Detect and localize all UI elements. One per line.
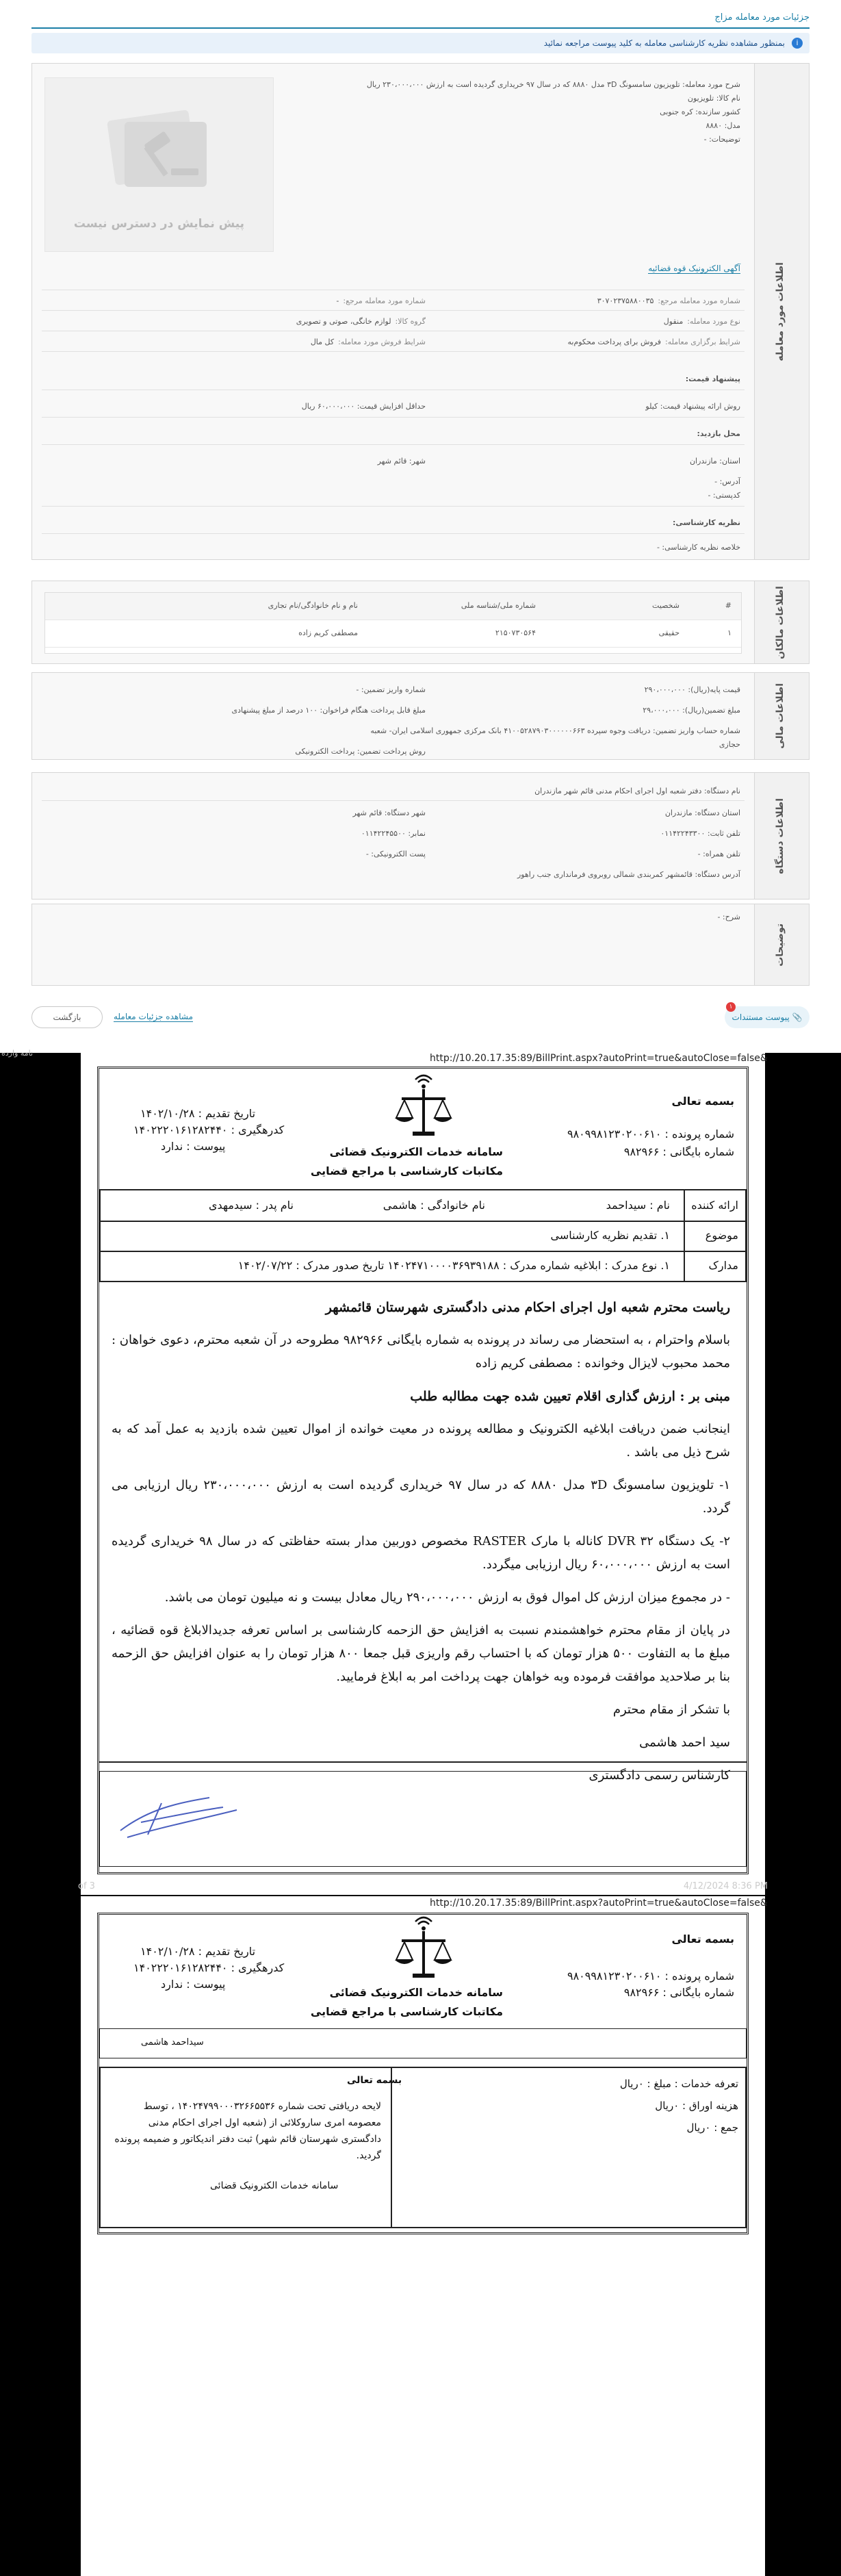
- justice-scale-logo: [389, 1074, 458, 1143]
- signer-name: سید احمد هاشمی: [639, 1735, 730, 1750]
- section-label: اطلاعات دستگاه: [754, 773, 809, 899]
- service-fee: تعرفه خدمات : مبلغ : ۰ریال: [619, 2078, 738, 2090]
- archive-number: شماره بایگانی : ۹۸۲۹۶۶: [623, 1986, 734, 1999]
- page-count: of 3: [78, 1881, 95, 1891]
- sale-conditions: شرایط فروش مورد معامله:کل مال: [310, 337, 426, 346]
- payable-amount: مبلغ قابل پرداخت هنگام فراخوان: ۱۰۰ درصد از مبلغ پیشنهادی: [231, 706, 426, 715]
- notes-text: شرح: -: [717, 913, 740, 921]
- receipt-text: لایحه دریافتی تحت شماره ۱۴۰۲۴۷۹۹۰۰۰۳۲۶۶۵۵۳۶ ، توسط معصومه امری ساروکلائی از (شعبه اول اجرای احکام مدنی دادگستری شهرستان قائم شهر) ثبت دفتر اندیکاتور و ضمیمه پرونده گردید.: [114, 2101, 381, 2161]
- fees-grid: [99, 2067, 747, 2228]
- total-fee: جمع : ۰ریال: [686, 2121, 738, 2134]
- signature-box: [99, 1771, 747, 1867]
- docs-label: مدارک: [708, 1259, 738, 1272]
- paperclip-icon: 📎: [792, 1012, 803, 1022]
- deal-details-page: [0, 0, 841, 1053]
- view-deal-details-link[interactable]: مشاهده جزئیات معامله: [114, 1012, 193, 1021]
- page-header: [31, 8, 810, 29]
- account-number: شماره حساب واریز تضمین: دریافت وجوه سپرده ۴۱۰۰۵۲۸۷۹۰۳۰۰۰۰۰۰۶۶۳ بانک مرکزی جمهوری اسلامی ایران- شعبه: [370, 726, 740, 735]
- office-fax: نمابر: ۰۱۱۴۲۲۴۵۵۰۰: [361, 829, 426, 838]
- office-address: آدرس دستگاه: قائمشهر کمربندی شمالی روبروی فرمانداری جنب راهور: [517, 870, 740, 879]
- deal-info-section: [31, 63, 810, 560]
- case-number: شماره پرونده : ۹۸۰۹۹۸۱۲۳۰۲۰۰۶۱۰: [567, 1127, 734, 1140]
- deal-conditions: شرایط برگزاری معامله:فروش برای پرداخت محکوم‌به: [567, 337, 740, 346]
- archive-number: شماره بایگانی : ۹۸۲۹۶۶: [623, 1145, 734, 1158]
- paragraph: باسلام واحترام ، به استحضار می رساند در پرونده به شماره بایگانی ۹۸۲۹۶۶ مطروحه در آن شعبه محترم، دعوی خواهان : محمد محبوب لایزال وخوانده : مصطفی کریم زاده: [112, 1333, 730, 1370]
- owners-section: [31, 581, 810, 664]
- attachment-status: پیوست : ندارد: [161, 1978, 226, 1991]
- docs-value: ۱. نوع مدرک : ابلاغیه شماره مدرک : ۱۴۰۲۴۷۱۰۰۰۰۳۶۹۳۹۱۸۸ تاریخ صدور مدرک : ۱۴۰۲/۰۷/۲۲: [237, 1259, 670, 1272]
- submitter-row: [99, 2028, 747, 2058]
- price-offer-label: پیشنهاد قیمت:: [685, 374, 740, 383]
- guarantee-method: روش پرداخت تضمین: پرداخت الکترونیکی: [295, 747, 426, 756]
- back-button[interactable]: بازگشت: [31, 1006, 103, 1028]
- visit-location-label: محل بازدید:: [697, 429, 740, 438]
- bismillah: بسمه تعالی: [671, 1933, 734, 1946]
- deal-summary: شرح مورد معامله: تلویزیون سامسونگ ۳D مدل ۸۸۸۰ که در سال ۹۷ خریداری گردیده است به ارزش ۲۳۰،۰۰۰،۰۰۰ ریال: [366, 80, 740, 89]
- subject-heading: مبنی بر : ارزش گذاری اقلام تعیین شده جهت مطالبه طلب: [410, 1389, 730, 1404]
- page-title: جزئیات مورد معامله مزاج: [714, 12, 810, 23]
- attachment-status: پیوست : ندارد: [161, 1140, 226, 1153]
- notification-badge: ۱: [726, 1002, 736, 1012]
- paper-fee: هزینه اوراق : ۰ریال: [655, 2100, 738, 2112]
- print-url: http://10.20.17.35:89/BillPrint.aspx?autoPrint=true&autoClose=false&: [430, 1898, 768, 1909]
- print-url: http://10.20.17.35:89/BillPrint.aspx?autoPrint=true&autoClose=false&: [430, 1053, 768, 1064]
- office-email: پست الکترونیکی: -: [365, 850, 426, 858]
- placeholder-text: پیش نمایش در دسترس نیست: [73, 217, 245, 231]
- deal-detail: توضیحات: -: [703, 135, 740, 144]
- submit-date: تاریخ تقدیم : ۱۴۰۲/۱۰/۲۸: [140, 1945, 256, 1958]
- judiciary-ad-link[interactable]: آگهی الکترونیک قوه قضائیه: [648, 264, 740, 273]
- info-grid: [99, 1189, 747, 1282]
- min-price-increase: حداقل افزایش قیمت: ۶۰،۰۰۰،۰۰۰ ریال: [301, 402, 426, 411]
- receipt-frame: [97, 1913, 749, 2234]
- submitter-name: نام : سیداحمد: [606, 1199, 670, 1212]
- visit-city: شهر: قائم شهر: [377, 457, 426, 466]
- submitter-label: ارائه کننده: [691, 1199, 738, 1212]
- submitter-full-name: سیداحمد هاشمی: [141, 2037, 204, 2048]
- ref-number-2: شماره مورد معامله مرجع:-: [336, 296, 426, 305]
- guarantee-amount: مبلغ تضمین(ریال): ۲۹،۰۰۰،۰۰۰: [643, 706, 740, 715]
- system-subtitle: مکاتبات کارشناسی با مراجع قضایی: [310, 2005, 503, 2018]
- expert-opinion-label: نظریه کارشناسی:: [673, 518, 740, 527]
- office-name: نام دستگاه: دفتر شعبه اول اجرای احکام مدنی قائم شهر مازندران: [534, 787, 740, 795]
- base-price: قیمت پایه(ریال): ۲۹۰،۰۰۰،۰۰۰: [644, 685, 740, 694]
- letter-body: [112, 1296, 731, 1783]
- bismillah-small: بسمه تعالی: [347, 2075, 402, 2086]
- table-row: ۱ حقیقی ۲۱۵۰۷۳۰۵۶۴ مصطفی کریم زاده: [45, 620, 741, 648]
- info-icon: i: [792, 38, 803, 49]
- table-header: # شخصیت شماره ملی/شناسه ملی نام و نام خانوادگی/نام تجاری: [45, 593, 741, 620]
- section-label: اطلاعات مورد معامله: [754, 64, 809, 559]
- print-page-2: [81, 1896, 768, 2576]
- bismillah: بسمه تعالی: [671, 1095, 734, 1108]
- section-label: اطلاعات مالی: [754, 673, 809, 759]
- system-title: سامانه خدمات الکترونیک قضائی: [329, 1145, 503, 1158]
- paragraph: در پایان از مقام محترم خواهشمندم نسبت به افزایش حق الزحمه کارشناسی بر اساس تعرفه جدیدالابلاغ قوه قضائیه ، مبلغ ما به التفاوت ۵۰۰ هزار تومان که با احتساب رقم واریزی قبل جمعا ۸۰۰ هزار تومان را به عنوان افزایش حق الزحمه بنا بر صلاحدید موافقت فرموده وبه خواهان جهت پرداخت امر به ابلاغ فرمایید.: [112, 1623, 730, 1684]
- signer-role: کارشناس رسمی دادگستری: [588, 1768, 730, 1783]
- case-number: شماره پرونده : ۹۸۰۹۹۸۱۲۳۰۲۰۰۶۱۰: [567, 1969, 734, 1982]
- attach-documents-button[interactable]: 📎 پیوست مستندات ۱: [725, 1006, 810, 1028]
- list-item: ۲- یک دستگاه DVR ۳۲ کاناله با مارک RASTER مخصوص دوربین مدار بسته حفاظتی که در سال ۹۸ خریداری گردیده است به ارزش ۶۰،۰۰۰،۰۰۰ ریال ارزیابی میگردد.: [112, 1534, 730, 1572]
- section-label: اطلاعات مالکان: [754, 581, 809, 663]
- account-branch: حجازی: [719, 740, 740, 749]
- image-placeholder: [44, 77, 274, 252]
- total-line: - در مجموع میزان ارزش کل اموال فوق به ارزش ۲۹۰،۰۰۰،۰۰۰ ریال معادل بیست و نه میلیون تومان می باشد.: [164, 1590, 730, 1605]
- paragraph: اینجانب ضمن دریافت ابلاغیه الکترونیک و مطالعه پرونده در معیت خوانده از اموال تعیین شده بازدید به عمل آمد که به شرح ذیل می باشد .: [112, 1422, 730, 1459]
- signature-image: [107, 1789, 244, 1851]
- expert-summary: خلاصه نظریه کارشناسی: -: [656, 543, 740, 552]
- deal-type: نوع مورد معامله:منقول: [663, 317, 740, 326]
- deal-detail: نام کالا: تلویزیون: [687, 94, 740, 103]
- subject-value: ۱. تقدیم نظریه کارشناسی: [550, 1229, 670, 1242]
- deal-detail: کشور سازنده: کره جنوبی: [660, 107, 740, 116]
- system-title: سامانه خدمات الکترونیک قضائی: [329, 1986, 503, 1999]
- price-method: روش ارائه پیشنهاد قیمت: کیلو: [645, 402, 740, 411]
- submit-date: تاریخ تقدیم : ۱۴۰۲/۱۰/۲۸: [140, 1107, 256, 1120]
- ref-number: شماره مورد معامله مرجع:۳۰۷۰۲۳۷۵۸۸۰۰۳۵: [597, 296, 740, 305]
- tracking-code: کدرهگیری : ۱۴۰۲۲۲۰۱۶۱۲۸۲۴۴۰: [133, 1961, 285, 1974]
- gavel-icon: [105, 103, 215, 199]
- section-label: توضیحات: [754, 904, 809, 985]
- print-date: 4/12/2024 8:36 PM: [683, 1881, 768, 1891]
- printed-document-view: [0, 1049, 841, 2576]
- owners-table: [44, 592, 742, 654]
- system-subtitle: مکاتبات کارشناسی با مراجع قضایی: [310, 1164, 503, 1177]
- guarantee-number: شماره واریز تضمین: -: [356, 685, 426, 694]
- justice-scale-logo: [389, 1916, 458, 1985]
- office-section: [31, 772, 810, 900]
- salutation: ریاست محترم شعبه اول اجرای احکام مدنی دادگستری شهرستان قائمشهر: [325, 1300, 730, 1315]
- visit-postal: کدپستی: -: [708, 491, 740, 500]
- goods-group: گروه کالا:لوازم خانگی، صوتی و تصویری: [296, 317, 426, 326]
- subject-label: موضوع: [705, 1229, 738, 1242]
- submitter-father: نام پدر : سیدمهدی: [209, 1199, 294, 1212]
- info-alert: [31, 33, 810, 53]
- tracking-code: کدرهگیری : ۱۴۰۲۲۲۰۱۶۱۲۸۲۴۴۰: [133, 1123, 285, 1136]
- list-item: ۱- تلویزیون سامسونگ ۳D مدل ۸۸۸۰ که در سال ۹۷ خریداری گردیده است به ارزش ۲۳۰،۰۰۰،۰۰۰ ریال ارزیابی می گردد.: [112, 1478, 731, 1516]
- office-phone: تلفن ثابت: ۰۱۱۴۲۲۴۳۳۰۰: [660, 829, 740, 838]
- office-province: استان دستگاه: مازندران: [664, 808, 740, 817]
- alert-text: بمنظور مشاهده نظریه کارشناسی معامله به کلید پیوست مراجعه نمائید: [543, 38, 785, 48]
- submitter-family: نام خانوادگی : هاشمی: [383, 1199, 485, 1212]
- office-mobile: تلفن همراه: -: [697, 850, 740, 858]
- visit-province: استان: مازندران: [689, 457, 740, 466]
- print-page-1: [78, 1053, 768, 1895]
- visit-address: آدرس: -: [714, 477, 740, 486]
- system-footer: سامانه خدمات الکترونیک قضائی: [210, 2180, 339, 2191]
- finance-section: [31, 672, 810, 760]
- office-city: شهر دستگاه: قائم شهر: [352, 808, 426, 817]
- letter-frame: [97, 1067, 749, 1874]
- margin-note: نامه وارده: [1, 1049, 34, 1058]
- deal-detail: مدل: ۸۸۸۰: [706, 121, 740, 130]
- notes-section: [31, 904, 810, 986]
- thanks-line: با تشکر از مقام محترم: [612, 1703, 730, 1717]
